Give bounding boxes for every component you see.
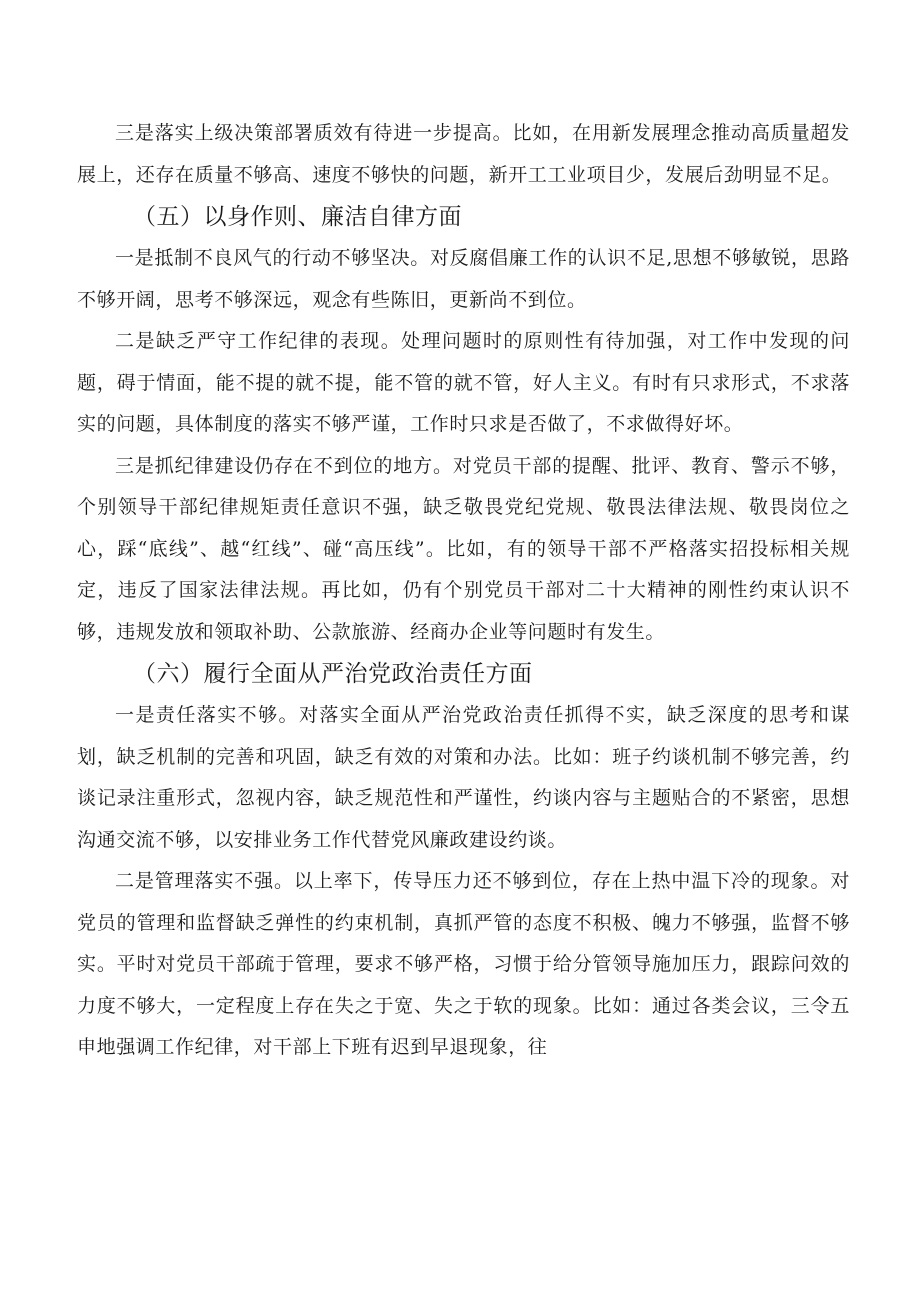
paragraph-6-2: 二是管理落实不强。以上率下，传导压力还不够到位，存在上热中温下冷的现象。对党员的管理和监督缺乏弹性的约束机制，真抓严管的态度不积极、魄力不够强，监督不够实。平时对党员干部疏于管理，要求不够严格，习惯于给分管领导施加压力，跟踪问效的力度不够大，一定程度上存在失之于宽、失之于软的现象。比如：通过各类会议，三令五申地强调工作纪律，对干部上下班有迟到早退现象，往 — [77, 870, 850, 1058]
section-heading-6: （六）履行全面从严治党政治责任方面 — [133, 661, 533, 687]
paragraph-5-1: 一是抵制不良风气的行动不够坚决。对反腐倡廉工作的认识不足,思想不够敏锐，思路不够开阔，思考不够深远，观念有些陈旧，更新尚不到位。 — [77, 247, 850, 311]
paragraph-3-3: 三是落实上级决策部署质效有待进一步提高。比如，在用新发展理念推动高质量超发展上，还存在质量不够高、速度不够快的问题，新开工工业项目少，发展后劲明显不足。 — [77, 122, 850, 186]
paragraph-5-2: 二是缺乏严守工作纪律的表现。处理问题时的原则性有待加强，对工作中发现的问题，碍于情面，能不提的就不提，能不管的就不管，好人主义。有时有只求形式，不求落实的问题，具体制度的落实不够严谨，工作时只求是否做了，不求做得好坏。 — [77, 330, 850, 435]
paragraph-5-3: 三是抓纪律建设仍存在不到位的地方。对党员干部的提醒、批评、教育、警示不够，个别领导干部纪律规矩责任意识不强，缺乏敬畏党纪党规、敬畏法律法规、敬畏岗位之心，踩“底线”、越“红线”、碰“高压线”。比如，有的领导干部不严格落实招投标相关规定，违反了国家法律法规。再比如，仍有个别党员干部对二十大精神的刚性约束认识不够，违规发放和领取补助、公款旅游、经商办企业等问题时有发生。 — [77, 454, 850, 643]
section-heading-5: （五）以身作则、廉洁自律方面 — [133, 204, 462, 230]
paragraph-6-1: 一是责任落实不够。对落实全面从严治党政治责任抓得不实，缺乏深度的思考和谋划，缺乏机制的完善和巩固，缺乏有效的对策和办法。比如：班子约谈机制不够完善，约谈记录注重形式，忽视内容，缺乏规范性和严谨性，约谈内容与主题贴合的不紧密，思想沟通交流不够，以安排业务工作代替党风廉政建设约谈。 — [77, 704, 850, 851]
